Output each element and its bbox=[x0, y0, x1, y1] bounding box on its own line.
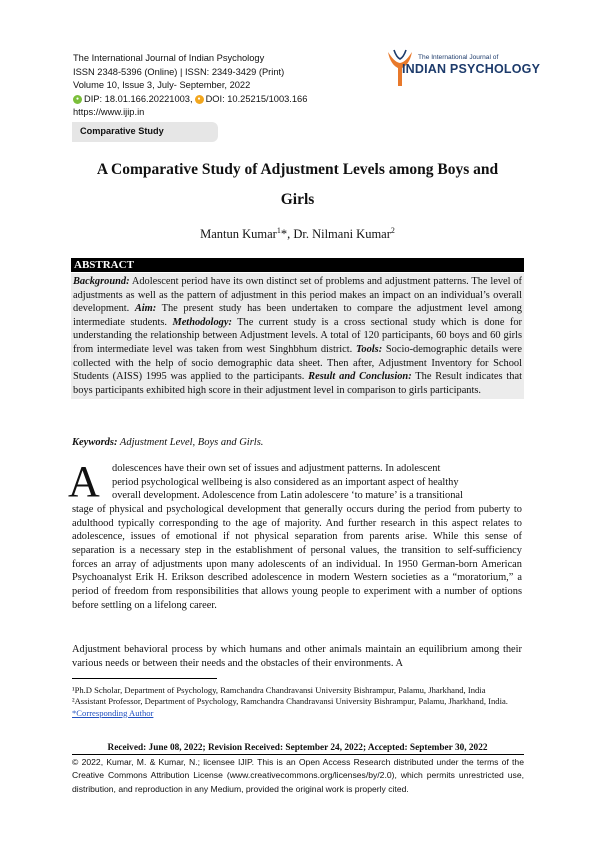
abstract-heading: ABSTRACT bbox=[71, 258, 524, 272]
abstract-result-text: The Result indicates that boys participants exhibited high score in their adjustment level in comparison to girls participants. bbox=[73, 371, 522, 396]
title-line-2: Girls bbox=[280, 191, 315, 208]
keywords bbox=[72, 437, 263, 448]
journal-volume: Volume 10, Issue 3, July- September, 2022 bbox=[73, 80, 251, 91]
abstract-background-text: Adolescent period have its own distinct set of problems and adjustment patterns. The level of adjustments as well as the pattern of adjustment in this period makes an impact on an individual’s overall development. bbox=[73, 276, 522, 315]
received-dates: Received: June 08, 2022; Revision Received: September 24, 2022; Accepted: September 30, 2022 bbox=[107, 743, 488, 753]
author-1-mark: *, bbox=[280, 227, 294, 242]
study-type-label: Comparative Study bbox=[80, 126, 164, 136]
doi-icon: ● bbox=[195, 95, 204, 104]
drop-cap: A bbox=[68, 457, 100, 506]
para1-line-1: dolescences have their own set of issues and adjustment patterns. In adolescent bbox=[112, 463, 441, 474]
corresponding-author-link[interactable]: *Corresponding Author bbox=[72, 707, 154, 718]
abstract-method-label: Methodology: bbox=[172, 316, 232, 328]
abstract-background-label: Background: bbox=[73, 276, 130, 287]
abstract-tools-label: Tools: bbox=[356, 343, 383, 355]
footnote-2: ²Assistant Professor, Department of Psychology, Ramchandra Chandravansi University Bishrampur, Palamu, Jharkhand, India. bbox=[72, 696, 508, 707]
journal-issn: ISSN 2348-5396 (Online) | ISSN: 2349-3429 (Print) bbox=[73, 66, 285, 77]
footnotes bbox=[72, 685, 522, 719]
keywords-label: Keywords: bbox=[72, 437, 118, 448]
author-2: Dr. Nilmani Kumar bbox=[293, 227, 391, 242]
journal-url[interactable]: https://www.ijip.in bbox=[73, 107, 145, 118]
logo-small-text: The International Journal of bbox=[418, 54, 499, 61]
copyright-notice: © 2022, Kumar, M. & Kumar, N.; licensee IJIP. This is an Open Access Research distributed under the terms of the Creative Commons Attribution License (www.creativecommons.org/licenses/by/2.0), which permits unrestricted use, distribution, and reproduction in any Medium, provided the original work is properly cited. bbox=[72, 757, 524, 794]
dip-icon: ● bbox=[73, 95, 82, 104]
journal-name: The International Journal of Indian Psychology bbox=[73, 53, 265, 63]
received-divider bbox=[72, 754, 524, 755]
para1-line-3: overall development. Adolescence from Latin adolescere ‘to mature’ is a transitional bbox=[112, 490, 463, 502]
abstract-body bbox=[71, 273, 524, 399]
keywords-text: Adjustment Level, Boys and Girls. bbox=[117, 437, 264, 448]
footnote-1: ¹Ph.D Scholar, Department of Psychology, Ramchandra Chandravansi University Bishrampur, Palamu, Jharkhand, India bbox=[72, 685, 486, 695]
abstract-aim-label: Aim: bbox=[134, 303, 157, 315]
footnote-divider bbox=[72, 678, 217, 679]
body-paragraph-1 bbox=[72, 462, 522, 612]
paper-title bbox=[60, 155, 535, 215]
doi-text: DOI: 10.25215/1003.166 bbox=[205, 93, 308, 104]
body-paragraph-2: Adjustment behavioral process by which humans and other animals maintain an equilibrium among their various needs or between their needs and the obstacles of their environments. A bbox=[72, 644, 522, 669]
author-1-affil: 1 bbox=[276, 226, 281, 235]
abstract-result-label: Result and Conclusion: bbox=[308, 371, 412, 383]
doi-line bbox=[73, 93, 307, 107]
study-type-tag bbox=[72, 122, 218, 142]
author-1: Mantun Kumar bbox=[200, 227, 277, 242]
para1-rest: stage of physical and psychological development that generally occurs during the period from puberty to adulthood typically corresponding to the age of majority. And further research in this aspect relates to adolescence, issues of emotional if not physical separation from parents arise. While this sense of separation is a necessary step in the establishment of personal values, the transition to self-sufficiency forces an array of adjustments upon many adolescents of an individual. In 1950 German-born American Psychoanalyst Erik H. Erikson described adolescence in modern Western societies as a “moratorium,” a period of freedom from responsibilities that allows young people to experiment with a number of options before settling on a lifelong career. bbox=[72, 503, 522, 611]
para1-line-2: period psychological wellbeing is also considered as an important aspect of healthy bbox=[112, 476, 459, 488]
dip-text: DIP: 18.01.166.20221003, bbox=[84, 93, 193, 104]
journal-info bbox=[73, 52, 307, 120]
logo-big-text: INDIAN PSYCHOLOGY bbox=[402, 62, 541, 76]
abstract-tools-text: Socio-demographic details were collected with the help of socio demographic data sheet. Then after, Adjustment Inventory for School Students (AISS) 1995 was applied to the participants. bbox=[73, 343, 522, 383]
authors bbox=[60, 226, 535, 242]
author-2-affil: 2 bbox=[390, 226, 395, 235]
title-line-1: A Comparative Study of Adjustment Levels among Boys and bbox=[96, 161, 499, 178]
abstract-aim-text: The present study has been undertaken to compare the adjustment level among intermediate students. bbox=[73, 303, 522, 328]
abstract-method-text: The current study is a cross sectional study which is done for understanding the relationship between Adjustment levels. A total of 120 participants, 60 boys and 60 girls from intermediate level was taken from west Singhbhum district. bbox=[73, 316, 522, 355]
